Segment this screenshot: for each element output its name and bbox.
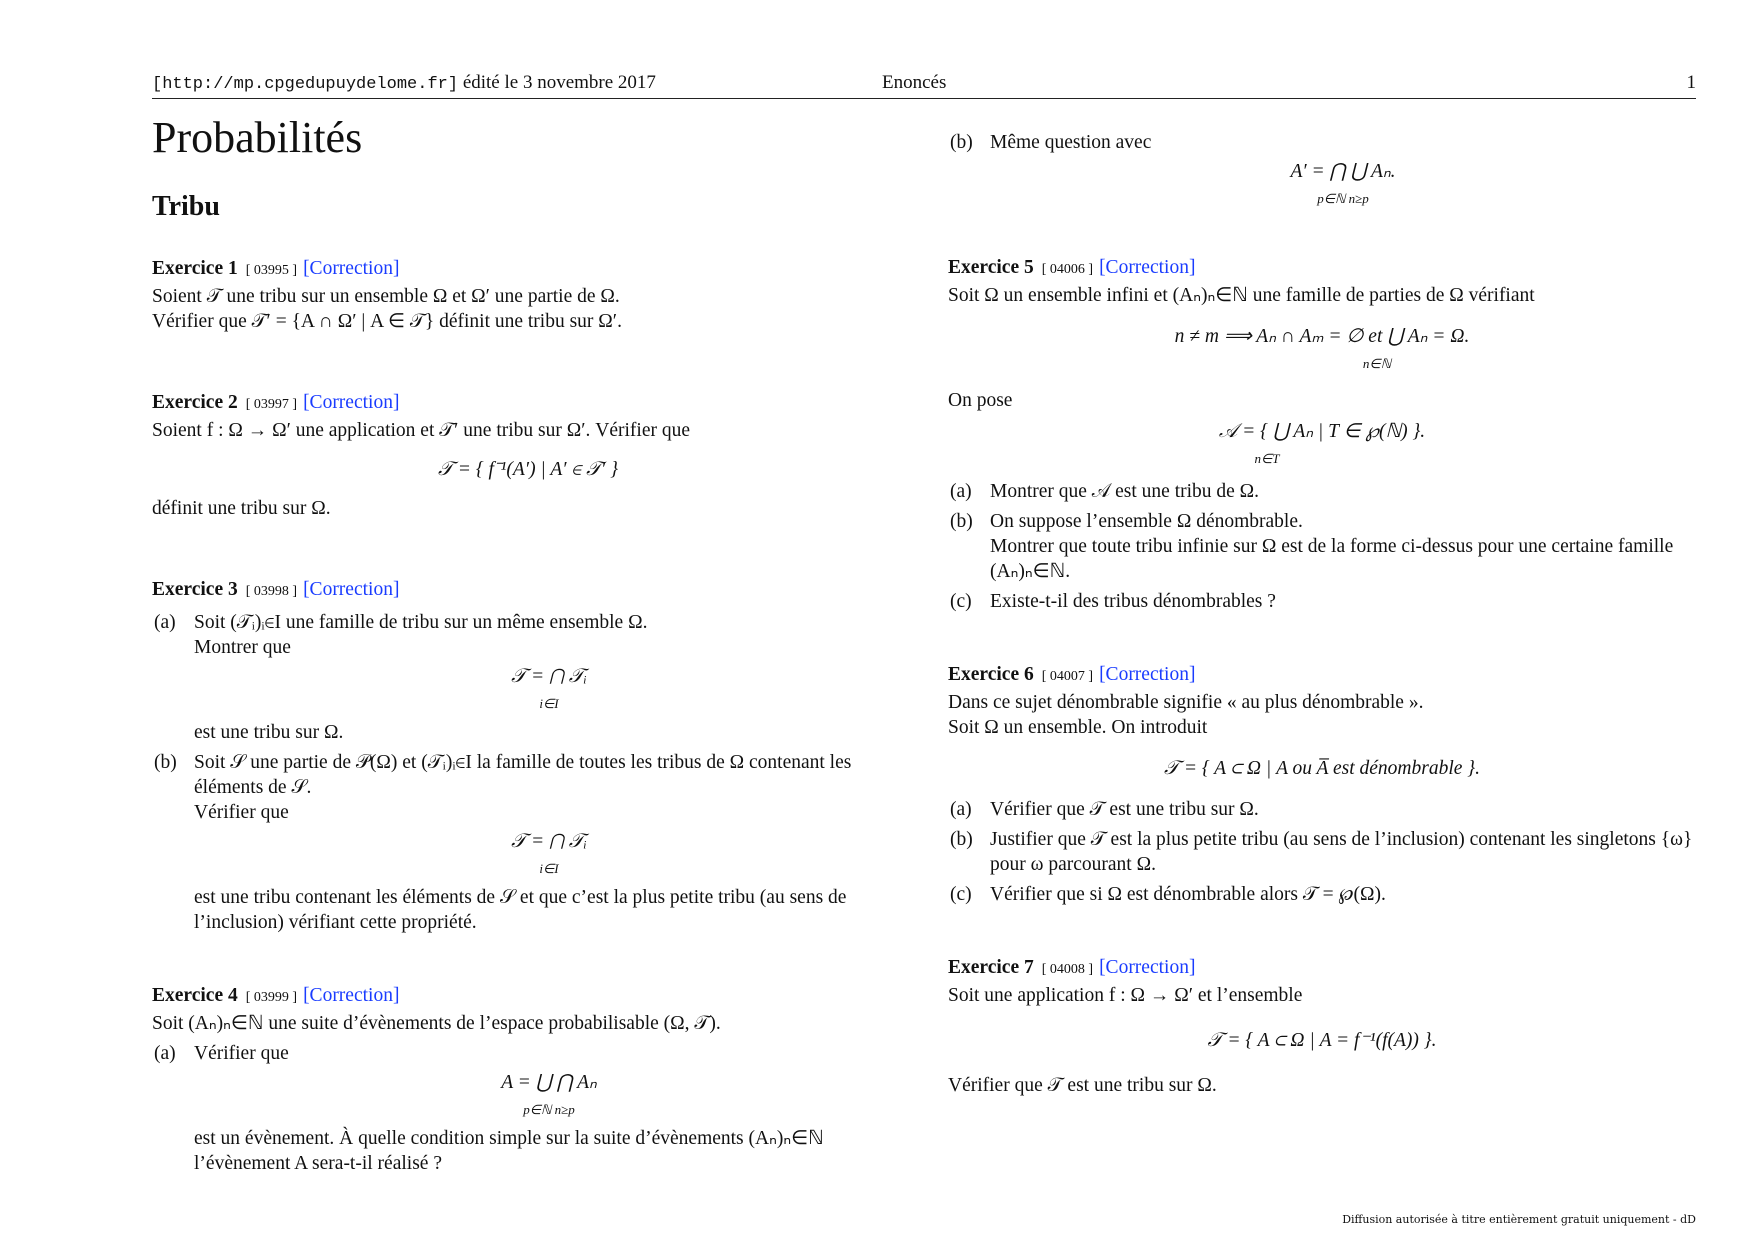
exercise-5-part-a <box>948 479 1696 504</box>
section-title: Tribu <box>152 191 220 222</box>
exercise-6-code: [ 04007 ] <box>1041 669 1094 684</box>
exercise-3 <box>152 577 904 935</box>
exercise-4-b-formula: A′ = ⋂ ⋃ Aₙ. <box>1290 161 1396 182</box>
exercise-3-correction-link[interactable]: [Correction] <box>303 579 400 600</box>
exercise-5-title: Exercice 5 <box>948 257 1034 278</box>
exercise-5-formula-2: 𝒜 = { ⋃ Aₙ | T ∈ ℘(ℕ) }. <box>1218 421 1426 442</box>
exercise-6-label-b: (b) <box>950 829 973 850</box>
exercise-3-header <box>152 577 904 605</box>
exercise-3-a-line-1: Soit (𝒯ᵢ)ᵢ∈I une famille de tribu sur un même ensemble Ω. <box>194 612 648 633</box>
exercise-3-b-line-1: Soit 𝒮 une partie de 𝒫(Ω) et (𝒯ᵢ)ᵢ∈I la famille de toutes les tribus de Ω contenant les éléments de 𝒮. <box>194 752 852 798</box>
exercise-4-a-line-1: Vérifier que <box>194 1043 289 1064</box>
exercise-4-a-formula-sub: p∈ℕ n≥p <box>523 1102 575 1117</box>
exercise-1-line-1: Soient 𝒯 une tribu sur un ensemble Ω et Ω′ une partie de Ω. <box>152 286 620 307</box>
exercise-2-code: [ 03997 ] <box>245 397 298 412</box>
exercise-2-header <box>152 390 904 418</box>
exercise-3-a-formula-sub: i∈I <box>539 696 559 711</box>
exercise-7 <box>948 955 1696 1098</box>
exercise-3-a-line-2: Montrer que <box>194 637 291 658</box>
exercise-6-part-a <box>948 797 1696 822</box>
exercise-7-code: [ 04008 ] <box>1041 962 1094 977</box>
exercise-5-line-1: Soit Ω un ensemble infini et (Aₙ)ₙ∈ℕ une famille de parties de Ω vérifiant <box>948 285 1535 306</box>
exercise-4-line-1: Soit (Aₙ)ₙ∈ℕ une suite d’évènements de l’espace probabilisable (Ω, 𝒯). <box>152 1013 721 1034</box>
exercise-4-b-line-1: Même question avec <box>990 132 1152 153</box>
exercise-7-correction-link[interactable]: [Correction] <box>1099 957 1196 978</box>
exercise-2-formula: 𝒯 = { f⁻¹(A′) | A′ ∈ 𝒯′ } <box>437 459 618 480</box>
header-url[interactable]: [http://mp.cpgedupuydelome.fr] <box>152 75 459 94</box>
exercise-6-c-text: Vérifier que si Ω est dénombrable alors 𝒯 = ℘(Ω). <box>990 884 1386 905</box>
exercise-4-part-b <box>948 130 1696 211</box>
exercise-6-line-1: Dans ce sujet dénombrable signifie « au plus dénombrable ». <box>948 692 1424 713</box>
exercise-7-header <box>948 955 1696 983</box>
exercise-1-title: Exercice 1 <box>152 258 238 279</box>
exercise-5-label-a: (a) <box>950 481 972 502</box>
exercise-4 <box>152 983 904 1176</box>
exercise-5 <box>948 255 1696 614</box>
right-column <box>948 130 1696 1098</box>
left-column <box>152 112 904 1176</box>
exercise-2-line-2: définit une tribu sur Ω. <box>152 498 331 519</box>
exercise-1 <box>152 256 904 334</box>
exercise-6-part-b <box>948 827 1696 877</box>
exercise-3-label-a: (a) <box>154 612 176 633</box>
exercise-5-b-line-2: Montrer que toute tribu infinie sur Ω est de la forme ci-dessus pour une certaine famille (Aₙ)ₙ∈ℕ. <box>990 536 1674 582</box>
exercise-5-formula-2-sub: n∈T <box>1254 451 1280 466</box>
exercise-7-line-2: Vérifier que 𝒯 est une tribu sur Ω. <box>948 1075 1217 1096</box>
page-header <box>152 68 1696 99</box>
exercise-3-b-line-3: est une tribu contenant les éléments de 𝒮 et que c’est la plus petite tribu (au sens de l’inclusion) vérifiant cette propriété. <box>194 887 847 933</box>
exercise-4-label-a: (a) <box>154 1043 176 1064</box>
exercise-3-a-formula: 𝒯 = ⋂ 𝒯ᵢ <box>511 666 587 687</box>
exercise-6-label-a: (a) <box>950 799 972 820</box>
exercise-6 <box>948 662 1696 907</box>
exercise-6-line-2: Soit Ω un ensemble. On introduit <box>948 717 1208 738</box>
exercise-5-formula-1-sub: n∈ℕ <box>1362 356 1392 371</box>
exercise-2 <box>152 390 904 521</box>
exercise-5-formula-1: n ≠ m ⟹ Aₙ ∩ Aₘ = ∅ et ⋃ Aₙ = Ω. <box>1174 326 1470 347</box>
page-footer: Diffusion autorisée à titre entièrement gratuit uniquement - dD <box>1342 1213 1696 1226</box>
exercise-4-part-a <box>152 1041 904 1176</box>
exercise-3-label-b: (b) <box>154 752 177 773</box>
exercise-7-formula: 𝒯 = { A ⊂ Ω | A = f⁻¹(f(A)) }. <box>1207 1030 1437 1051</box>
exercise-4-a-formula: A = ⋃ ⋂ Aₙ <box>501 1072 597 1093</box>
header-left <box>152 72 656 94</box>
exercise-4-correction-link[interactable]: [Correction] <box>303 985 400 1006</box>
exercise-5-a-text: Montrer que 𝒜 est une tribu de Ω. <box>990 481 1260 502</box>
exercise-1-header <box>152 256 904 284</box>
exercise-5-label-c: (c) <box>950 591 972 612</box>
exercise-5-part-c <box>948 589 1696 614</box>
header-center: Enoncés <box>882 72 947 93</box>
exercise-3-part-a <box>152 610 904 745</box>
exercise-6-label-c: (c) <box>950 884 972 905</box>
exercise-3-b-line-2: Vérifier que <box>194 802 289 823</box>
exercise-5-line-2: On pose <box>948 390 1013 411</box>
exercise-5-header <box>948 255 1696 283</box>
exercise-4-header <box>152 983 904 1011</box>
header-edit-date: édité le 3 novembre 2017 <box>458 72 656 93</box>
exercise-2-correction-link[interactable]: [Correction] <box>303 392 400 413</box>
page-title: Probabilités <box>152 113 363 162</box>
exercise-7-line-1: Soit une application f : Ω → Ω′ et l’ensemble <box>948 985 1303 1006</box>
exercise-4-a-line-2: est un évènement. À quelle condition simple sur la suite d’évènements (Aₙ)ₙ∈ℕ l’évènement A sera-t-il réalisé ? <box>194 1128 824 1174</box>
exercise-6-b-text: Justifier que 𝒯 est la plus petite tribu (au sens de l’inclusion) contenant les singletons {ω} pour ω parcourant Ω. <box>990 829 1693 875</box>
exercise-5-b-line-1: On suppose l’ensemble Ω dénombrable. <box>990 511 1303 532</box>
exercise-3-part-b <box>152 750 904 935</box>
exercise-6-part-c <box>948 882 1696 907</box>
exercise-6-header <box>948 662 1696 690</box>
page-number: 1 <box>1686 72 1696 93</box>
exercise-6-title: Exercice 6 <box>948 664 1034 685</box>
exercise-7-title: Exercice 7 <box>948 957 1034 978</box>
exercise-2-title: Exercice 2 <box>152 392 238 413</box>
exercise-3-title: Exercice 3 <box>152 579 238 600</box>
exercise-6-a-text: Vérifier que 𝒯 est une tribu sur Ω. <box>990 799 1259 820</box>
exercise-5-part-b <box>948 509 1696 584</box>
exercise-1-line-2: Vérifier que 𝒯′ = {A ∩ Ω′ | A ∈ 𝒯} définit une tribu sur Ω′. <box>152 311 622 332</box>
exercise-4-label-b: (b) <box>950 132 973 153</box>
exercise-3-b-formula: 𝒯 = ⋂ 𝒯ᵢ <box>511 831 587 852</box>
exercise-3-code: [ 03998 ] <box>245 584 298 599</box>
exercise-4-b-formula-sub: p∈ℕ n≥p <box>1317 191 1369 206</box>
exercise-6-formula: 𝒯 = { A ⊂ Ω | A ou A̅ est dénombrable }. <box>1164 758 1480 779</box>
exercise-3-b-formula-sub: i∈I <box>539 861 559 876</box>
exercise-6-correction-link[interactable]: [Correction] <box>1099 664 1196 685</box>
exercise-5-label-b: (b) <box>950 511 973 532</box>
exercise-4-code: [ 03999 ] <box>245 990 298 1005</box>
exercise-5-code: [ 04006 ] <box>1041 262 1094 277</box>
exercise-1-correction-link[interactable]: [Correction] <box>303 258 400 279</box>
exercise-5-c-text: Existe-t-il des tribus dénombrables ? <box>990 591 1276 612</box>
exercise-4-title: Exercice 4 <box>152 985 238 1006</box>
exercise-1-code: [ 03995 ] <box>245 263 298 278</box>
exercise-5-correction-link[interactable]: [Correction] <box>1099 257 1196 278</box>
exercise-2-line-1: Soient f : Ω → Ω′ une application et 𝒯′ une tribu sur Ω′. Vérifier que <box>152 420 690 441</box>
exercise-3-a-line-3: est une tribu sur Ω. <box>194 722 344 743</box>
